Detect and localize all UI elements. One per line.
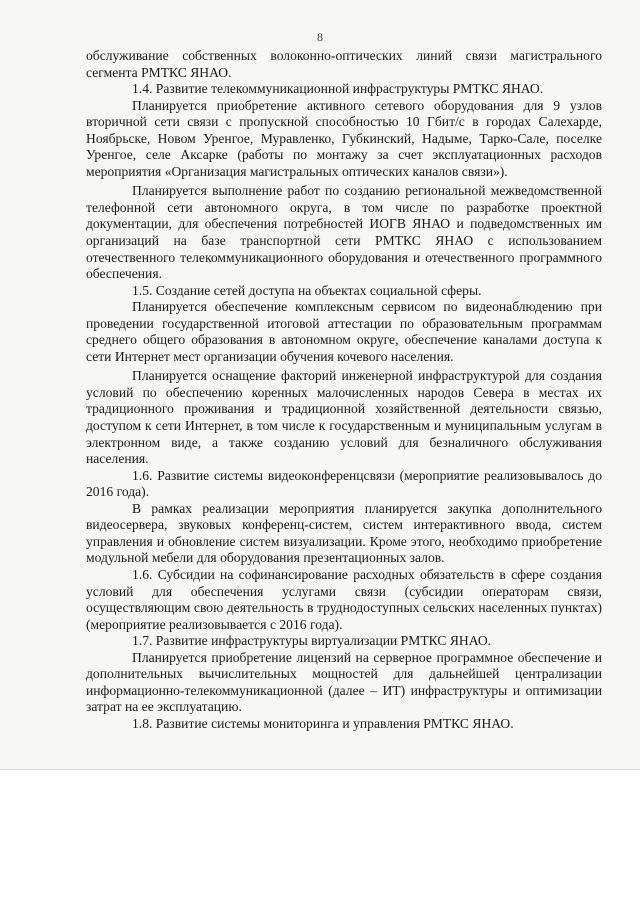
- section-heading: 1.5. Создание сетей доступа на объектах социальной сферы.: [132, 282, 482, 298]
- paragraph: 1.6. Субсидии на софинансирование расходных обязательств в сфере создания условий для обеспечения услугами связи (субсидии операторам связи, осуществляющим свою деятельность в труднодоступных сельских населенных пунктах) (мероприятие реализовывается с 2016 года).: [86, 566, 602, 632]
- section-heading: 1.6. Развитие системы видеоконференцсвязи (мероприятие реализовывалось до 2016 года).: [86, 467, 602, 500]
- section-heading: 1.8. Развитие системы мониторинга и управления РМТКС ЯНАО.: [132, 715, 514, 731]
- paragraph: обслуживание собственных волоконно-оптических линий связи магистрального сегмента РМТКС ЯНАО.: [86, 48, 602, 80]
- paragraph: Планируется выполнение работ по созданию региональной межведомственной телефонной сети автономного округа, в том числе по разработке проектной документации, для обеспечения потребностей ИОГВ ЯНАО и подведомственных им организаций на базе транспортной сети РМТКС ЯНАО с использованием отечественного телекоммуникационного оборудования и отечественного программного обеспечения.: [86, 183, 602, 282]
- section-heading: 1.7. Развитие инфраструктуры виртуализации РМТКС ЯНАО.: [132, 633, 492, 649]
- paragraph: В рамках реализации мероприятия планируется закупка дополнительного видеосервера, звуковых конференц-систем, систем интерактивного ввода, систем управления и обновление систем визуализации. Кроме этого, необходимо приобретение модульной мебели для оборудования презентационных залов.: [86, 500, 602, 566]
- paragraph: Планируется обеспечение комплексным сервисом по видеонаблюдению при проведении государственной итоговой аттестации по образовательным программам среднего общего образования в автономном округе, обеспечение каналами доступа к сети Интернет мест организации обучения кочевого населения.: [86, 299, 602, 364]
- paragraph: Планируется приобретение активного сетевого оборудования для 9 узлов вторичной сети связи с пропускной способностью 10 Гбит/с в городах Салехарде, Ноябрьске, Новом Уренгое, Муравленко, Губкинский, Надыме, Тарко-Сале, поселке Уренгое, селе Аксарке (работы по монтажу за счет эксплуатационных расходов мероприятия «Организация магистральных оптических каналов связи»).: [86, 97, 602, 179]
- paragraph: Планируется оснащение факторий инженерной инфраструктурой для создания условий по обеспечению коренных малочисленных народов Севера в местах их традиционного проживания и традиционной хозяйственной деятельности связью, доступом к сети Интернет, в том числе к государственным и муниципальным услугам в электронном виде, а также созданию условий для безналичного обслуживания населения.: [86, 368, 602, 467]
- document-body: [86, 48, 602, 732]
- paragraph: Планируется приобретение лицензий на серверное программное обеспечение и дополнительных вычислительных мощностей для дальнейшей централизации информационно-телекоммуникационной (далее – ИТ) инфраструктуры и оптимизации затрат на ее эксплуатацию.: [86, 649, 602, 715]
- blank-area: [0, 770, 640, 905]
- section-heading: 1.4. Развитие телекоммуникационной инфраструктуры РМТКС ЯНАО.: [132, 81, 544, 97]
- page-number: 8: [317, 30, 323, 44]
